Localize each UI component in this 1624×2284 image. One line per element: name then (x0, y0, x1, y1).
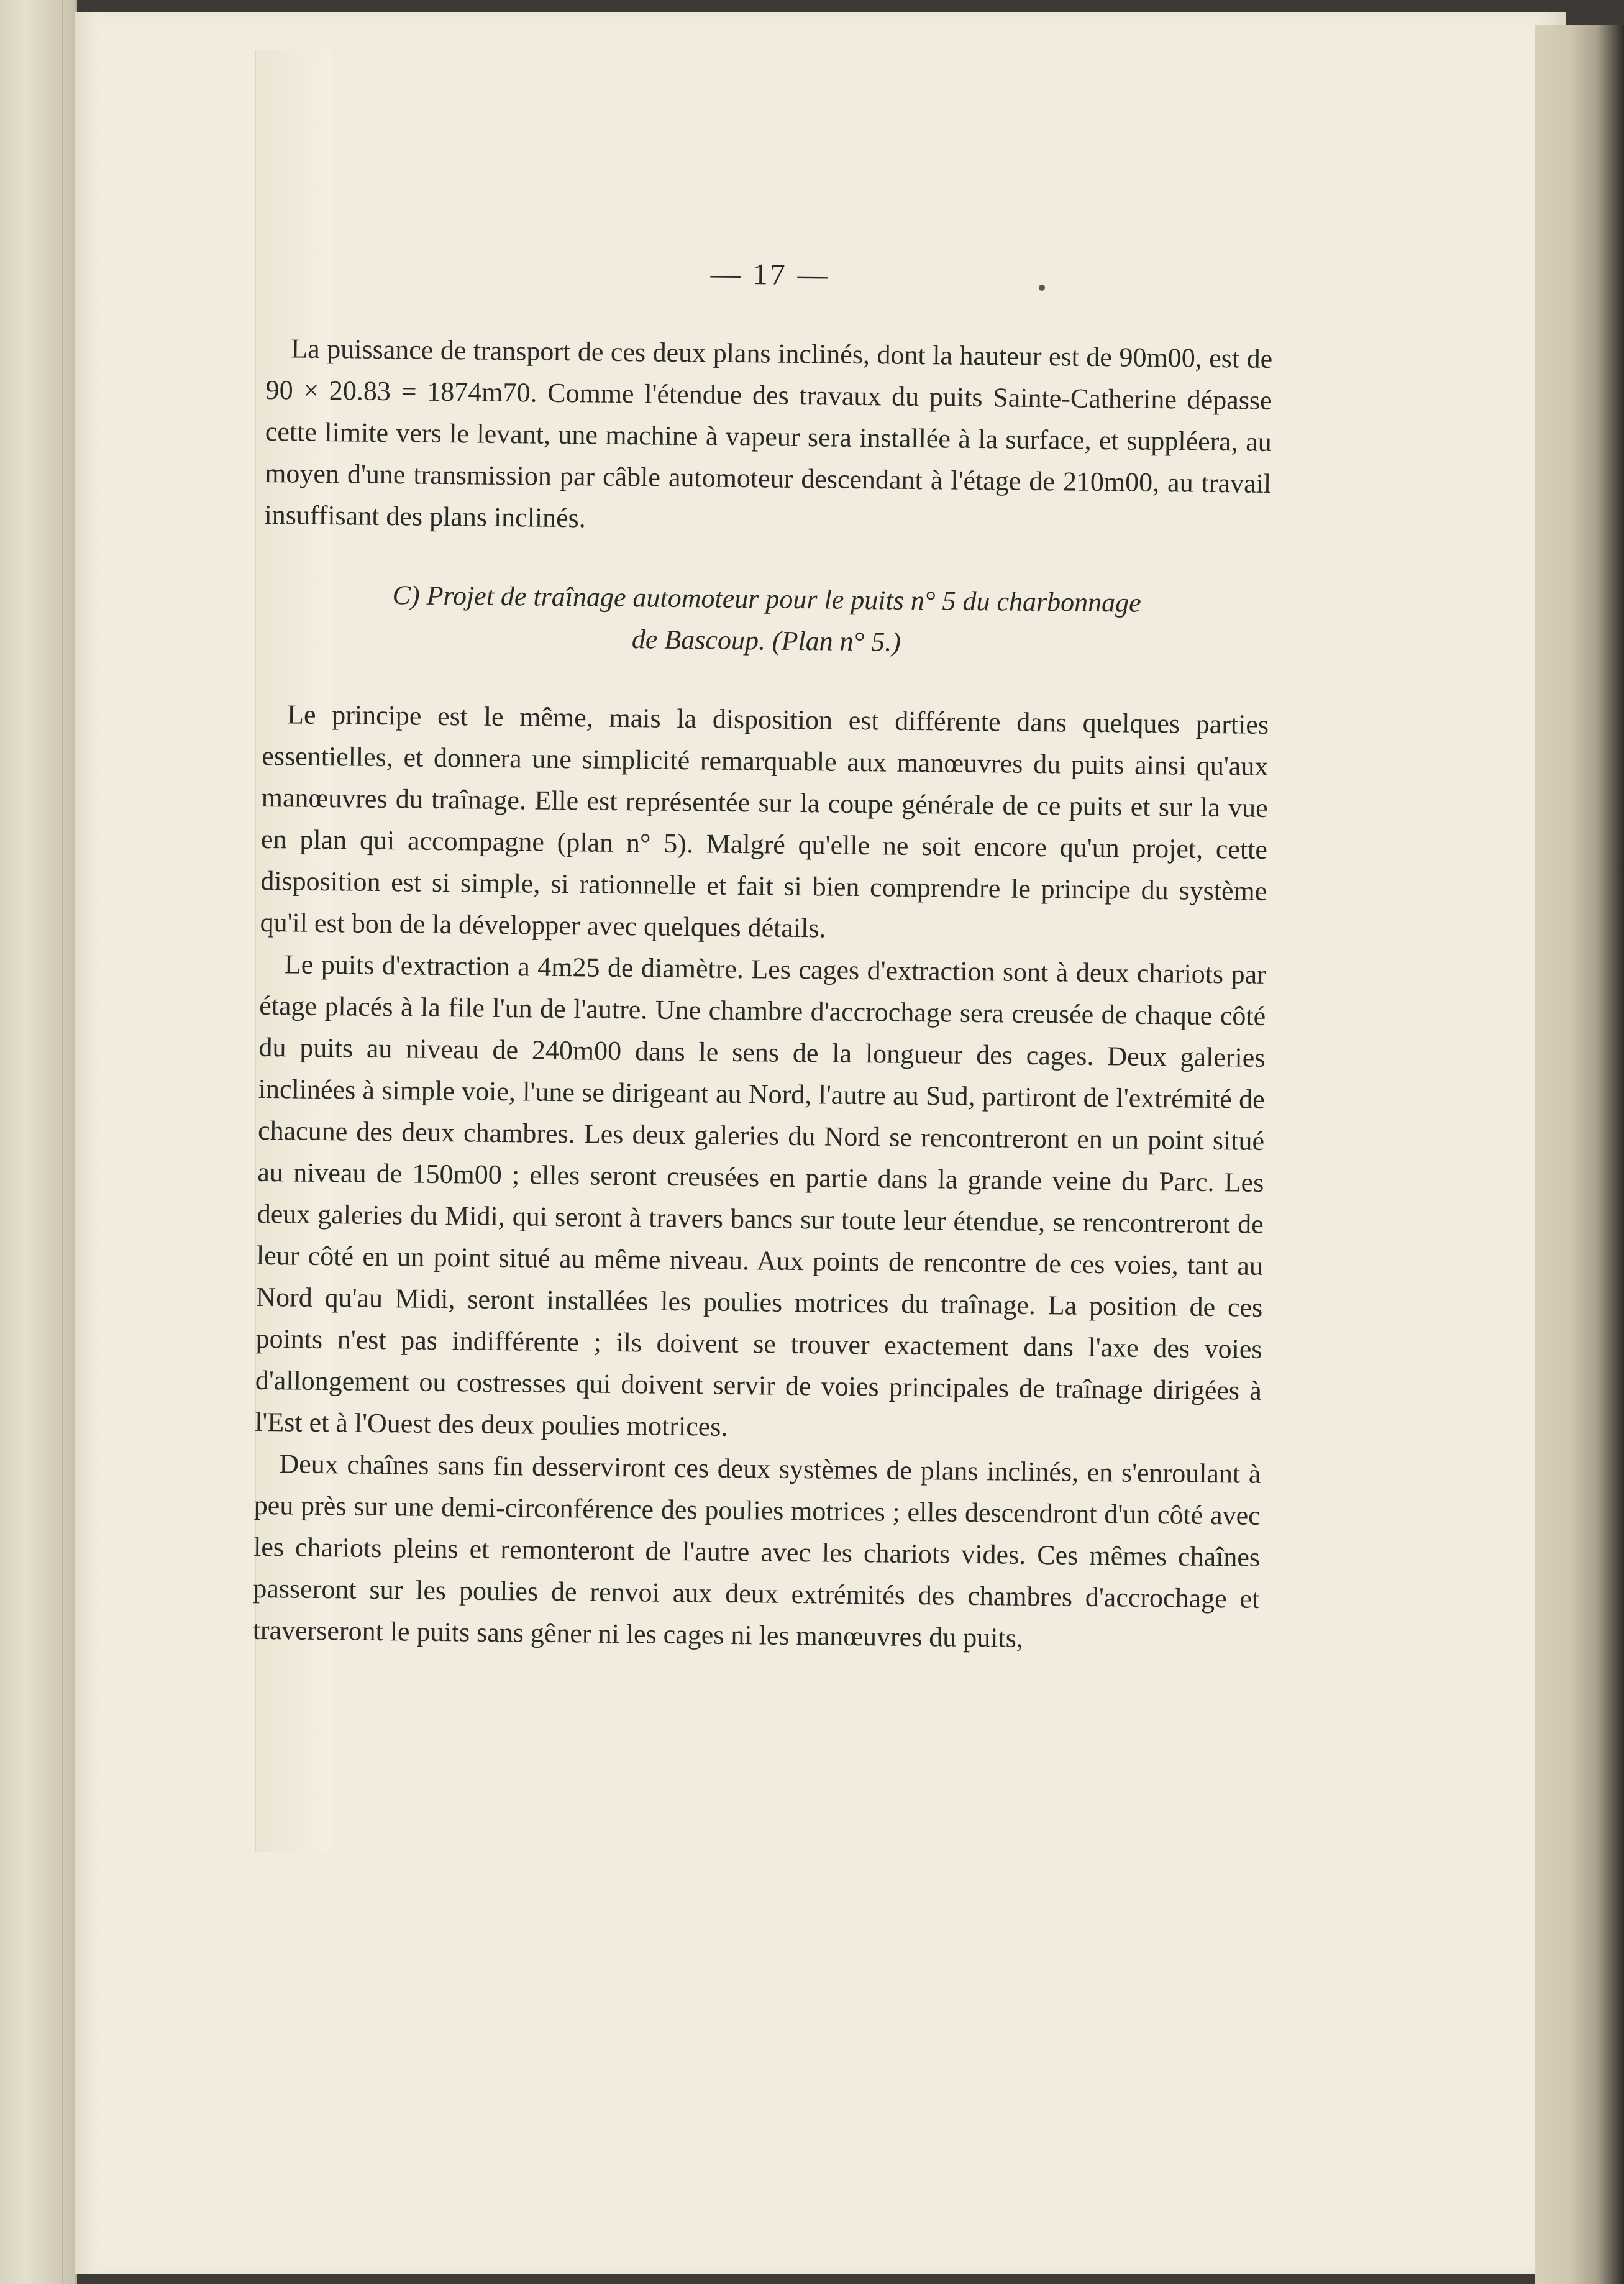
right-page-stack (1535, 25, 1624, 2284)
section-heading-line-1: C) Projet de traînage automoteur pour le puits n° 5 du charbonnage (392, 580, 1141, 618)
page-text (252, 249, 1274, 1661)
paragraph-principle: Le principe est le même, mais la disposition est différente dans quelques parties essentielles, et donnera une simplicité remarquable aux manœuvres du puits ainsi qu'aux manœuvres du traînage. Elle est représentée sur la coupe générale de ce puits et sur la vue en plan qui accompagne (plan n° 5). Malgré qu'elle ne soit encore qu'un projet, cette disposition est si simple, si rationnelle et fait si bien comprendre le principe du système qu'il est bon de la développer avec quelques détails. (260, 699, 1269, 944)
left-page-edge (0, 0, 77, 2284)
section-heading-line-2: de Bascoup. (Plan n° 5.) (631, 624, 901, 657)
paragraph-endless-chains: Deux chaînes sans fin desserviront ces deux systèmes de plans inclinés, en s'enroulant à peu près sur une demi-circonférence des poulies motrices ; elles descendront d'un côté avec les chariots pleins et remonteront de l'autre avec les chariots vides. Ces mêmes chaînes passeront sur les poulies de renvoi aux deux extrémités des chambres d'accrochage et traverseront le puits sans gêner ni les cages ni les manœuvres du puits, (252, 1448, 1261, 1653)
page-number: — 17 — (710, 257, 830, 292)
section-heading (263, 573, 1270, 667)
paragraph-shaft-description: Le puits d'extraction a 4m25 de diamètre. Les cages d'extraction sont à deux chariots par étage placés à la file l'un de l'autre. Une chambre d'accrochage sera creusée de chaque côté du puits au niveau de 240m00 dans le sens de la longueur des cages. Deux galeries inclinées à simple voie, l'une se dirigeant au Nord, l'autre au Sud, partiront de l'extrémité de chacune des deux chambres. Les deux galeries du Nord se rencontreront en un point situé au niveau de 150m00 ; elles seront creusées en partie dans la grande veine du Parc. Les deux galeries du Midi, qui seront à travers bancs sur toute leur étendue, se rencontreront de leur côté en un point situé au même niveau. Aux points de rencontre de ces voies, tant au Nord qu'au Midi, seront installées les poulies motrices du traînage. La position de ces points n'est pas indifférente ; ils doivent se trouver exactement dans l'axe des voies d'allongement ou costresses qui doivent servir de voies principales de traînage dirigées à l'Est et à l'Ouest des deux poulies motrices. (254, 949, 1267, 1442)
paragraph-transport-capacity: La puissance de transport de ces deux plans inclinés, dont la hauteur est de 90m00, est de 90 × 20.83 = 1874m70. Comme l'étendue des travaux du puits Sainte-Catherine dépasse cette limite vers le levant, une machine à vapeur sera installée à la surface, et suppléera, au moyen d'une transmission par câble automoteur descendant à l'étage de 210m00, au travail insuffisant des plans inclinés. (264, 333, 1273, 534)
